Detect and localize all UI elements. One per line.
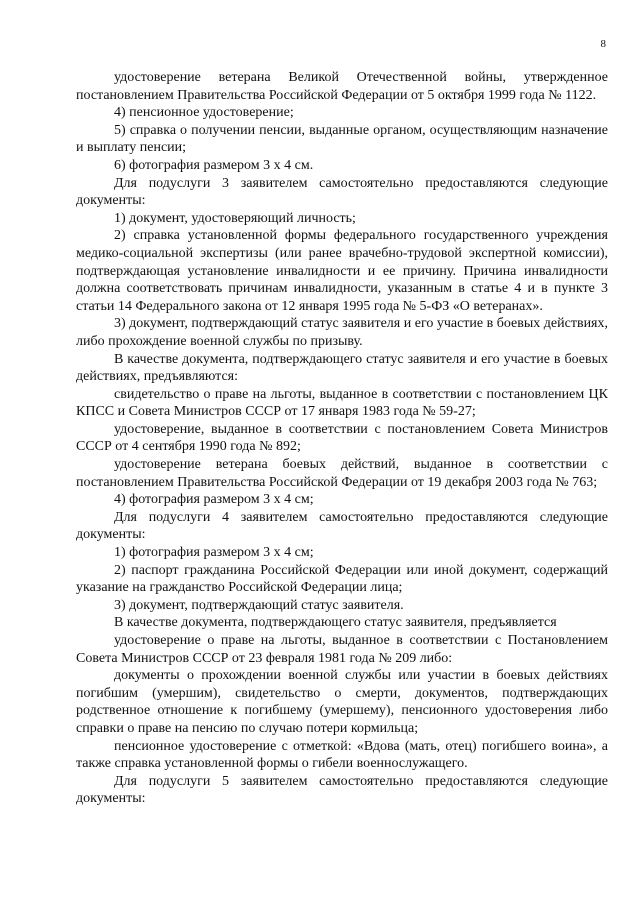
paragraph: 3) документ, подтверждающий статус заявителя и его участие в боевых действиях, либо прохождение военной службы по призыву. [76, 316, 608, 349]
paragraph: 1) документ, удостоверяющий личность; [114, 210, 356, 226]
document-body [76, 69, 608, 808]
page-number: 8 [600, 38, 606, 50]
paragraph: удостоверение, выданное в соответствии с постановлением Совета Министров СССР от 4 сентября 1990 года № 892; [76, 421, 608, 455]
paragraph: 5) справка о получении пенсии, выданные органом, осуществляющим назначение и выплату пенсии; [76, 122, 608, 156]
paragraph: Для подуслуги 5 заявителем самостоятельно предоставляются следующие документы: [76, 773, 608, 807]
paragraph: удостоверение ветерана боевых действий, выданное в соответствии с постановлением Правительства Российской Федерации от 19 декабря 2003 года № 763; [76, 457, 608, 490]
paragraph: 3) документ, подтверждающий статус заявителя. [114, 597, 404, 613]
paragraph: 4) фотография размером 3 х 4 см; [114, 492, 314, 508]
paragraph: 2) справка установленной формы федерального государственного учреждения медико-социальной экспертизы (или ранее врачебно-трудовой экспертной комиссии), подтверждающая установление инвалидности и ее причину. Причина инвалидности должна соответствовать причинам инвалидности, указанным в статье 4 и в пункте 3 статьи 14 Федерального закона от 12 января 1995 года № 5-ФЗ «О ветеранах». [76, 228, 608, 314]
paragraph: 2) паспорт гражданина Российской Федерации или иной документ, содержащий указание на гражданство Российской Федерации лица; [76, 562, 608, 596]
paragraph: удостоверение о праве на льготы, выданное в соответствии с Постановлением Совета Министров СССР от 23 февраля 1981 года № 209 либо: [76, 633, 608, 666]
paragraph: 6) фотография размером 3 х 4 см. [114, 157, 314, 173]
paragraph: пенсионное удостоверение с отметкой: «Вдова (мать, отец) погибшего воина», а также справка установленной формы о гибели военнослужащего. [76, 738, 608, 772]
paragraph: Для подуслуги 4 заявителем самостоятельно предоставляются следующие документы: [76, 509, 608, 543]
paragraph: В качестве документа, подтверждающего статус заявителя, предъявляется [114, 615, 557, 631]
paragraph: 1) фотография размером 3 х 4 см; [114, 545, 314, 561]
paragraph: свидетельство о праве на льготы, выданное в соответствии с постановлением ЦК КПСС и Совета Министров СССР от 17 января 1983 года № 59-27; [76, 386, 608, 420]
paragraph: документы о прохождении военной службы или участии в боевых действиях погибшим (умершим), свидетельство о смерти, документов, подтверждающих родственное отношение к погибшему (умершему), пенсионного удостоверения либо справки о праве на пенсию по случаю потери кормильца; [76, 668, 608, 736]
paragraph: Для подуслуги 3 заявителем самостоятельно предоставляются следующие документы: [76, 175, 608, 209]
paragraph: удостоверение ветерана Великой Отечественной войны, утвержденное постановлением Правительства Российской Федерации от 5 октября 1999 года № 1122. [76, 70, 608, 103]
paragraph: В качестве документа, подтверждающего статус заявителя и его участие в боевых действиях, предъявляются: [76, 351, 608, 385]
paragraph: 4) пенсионное удостоверение; [114, 105, 294, 121]
